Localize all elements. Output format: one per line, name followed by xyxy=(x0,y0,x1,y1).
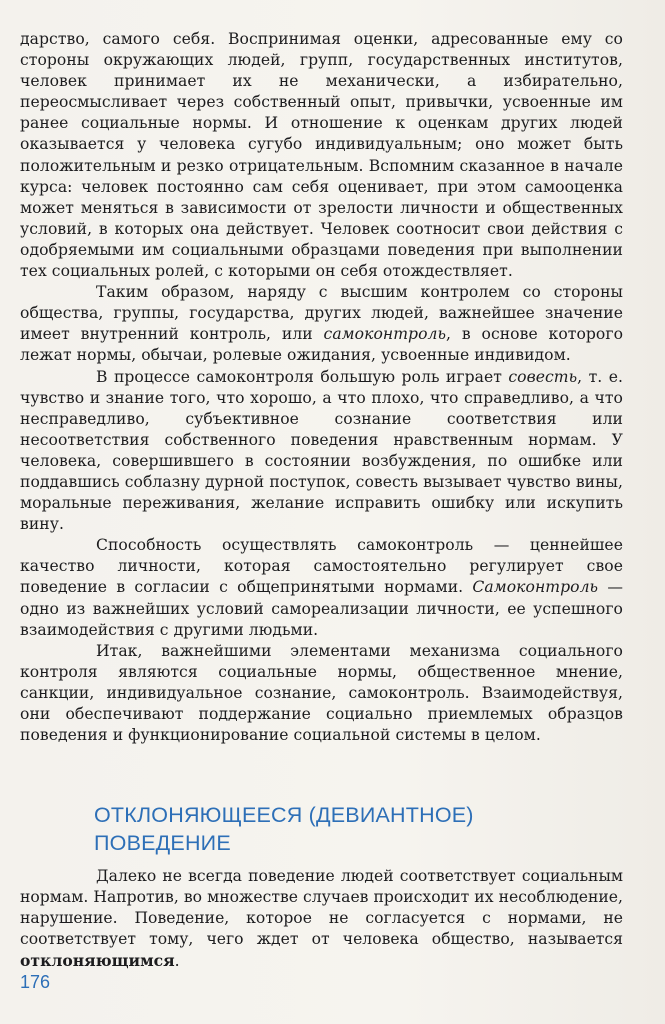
term-samokontrol-2: Самоконтроль xyxy=(472,578,599,597)
section-paragraph xyxy=(20,866,623,972)
paragraph-text: , т. е. чувство и знание того, что хорошо, а что плохо, что справедливо, а что несправедливо, субъективное сознание соответствия или несоответствия собственного поведения нравственным нормам. У человека, совершившего в состоянии возбуждения, по ошибке или поддавшись соблазну дурной поступок, совесть вызывает чувство вины, моральные переживания, желание исправить ошибку или искупить вину. xyxy=(20,367,623,534)
paragraph-text: Итак, важнейшими элементами механизма социального контроля являются социальные нормы, общественное мнение, санкции, индивидуальное сознание, самоконтроль. Взаимодействуя, они обеспечивают поддержание социально приемлемых образцов поведения и функционирование социальной системы в целом. xyxy=(20,641,623,745)
paragraph-text: — одно из важнейших условий самореализации личности, ее успешного взаимодействия с другими людьми. xyxy=(20,578,624,639)
paragraph-5 xyxy=(20,641,623,746)
paragraph-4 xyxy=(20,535,623,640)
paragraph-text: дарство, самого себя. Воспринимая оценки, адресованные ему со стороны окружающих людей, групп, государственных институтов, человек принимает их не механически, а избирательно, переосмысливает через собственный опыт, привычки, усвоенные им ранее социальные нормы. И отношение к оценкам других людей оказывается у человека сугубо индивидуальным; оно может быть положительным и резко отрицательным. Вспомним сказанное в начале курса: человек постоянно сам себя оценивает, при этом самооценка может меняться в зависимости от зрелости личности и общественных условий, в которых она действует. Человек соотносит свои действия с одобряемыми им социальными образцами поведения при выполнении тех социальных ролей, с которыми он себя отождествляет. xyxy=(20,30,623,281)
section-text xyxy=(20,866,623,972)
paragraph-3 xyxy=(20,367,623,536)
paragraph-text: . xyxy=(174,952,180,971)
paragraph-1 xyxy=(20,29,623,282)
paragraph-2 xyxy=(20,282,623,366)
section-heading-line-2: ПОВЕДЕНИЕ xyxy=(94,830,231,855)
paragraph-text: Способность осуществлять самоконтроль — ценнейшее качество личности, которая самостоятельно регулирует свое поведение в согласии с общепринятыми нормами. xyxy=(20,536,623,597)
section-heading-line-1: ОТКЛОНЯЮЩЕЕСЯ (ДЕВИАНТНОЕ) xyxy=(94,803,474,827)
paragraph-text: Таким образом, наряду с высшим контролем со стороны общества, группы, государства, других людей, важнейшее значение имеет внутренний контроль, или xyxy=(20,283,623,344)
section-heading xyxy=(94,802,594,857)
term-samokontrol: самоконтроль xyxy=(323,325,447,344)
term-sovest: совесть xyxy=(508,367,578,386)
paragraph-text: Далеко не всегда поведение людей соответствует социальным нормам. Напротив, во множестве случаев происходит их несоблюдение, нарушение. Поведение, которое не согласуется с нормами, не соответствует тому, чего ждет от человека общество, называется xyxy=(20,867,623,949)
page-number: 176 xyxy=(20,972,51,992)
main-text-column xyxy=(20,29,623,746)
paragraph-text: , в основе которого лежат нормы, обычаи, ролевые ожидания, усвоенные индивидом. xyxy=(20,325,624,365)
paragraph-text: В процессе самоконтроля большую роль играет xyxy=(96,367,509,386)
term-otklonyayushchimsya: отклоняющимся xyxy=(20,951,175,971)
